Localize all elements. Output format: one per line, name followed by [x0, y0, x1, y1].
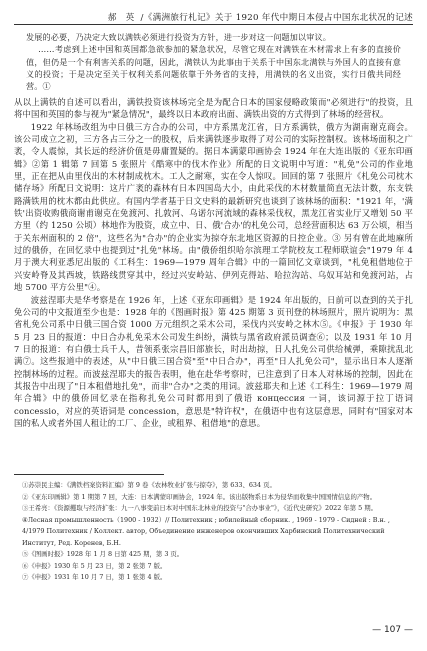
footnote-4: ④Лесная промышленность（1900 - 1932）// Политехник ; юбилейный сборник. , 1969 - 1979 - Сидней : В.н. , 4/1979 Политехник / Коллект. автор, Объединение инженеров окончивших Харбинский Политехнический Институт, Ред. Коренев, Б.Н.	[22, 515, 390, 547]
footnote-7: ⑦《申报》1931 年 10 月 7 日，第 1 张第 4 版。	[22, 573, 167, 581]
block-quote	[26, 31, 401, 92]
body-paragraph-2: 1922 年林场改组为中日俄三方合办的公司，中方系黑龙江省，日方系满铁，俄方为湖南谢克商会。该公司成立之初，三方各占三分之一的股权，后来满铁逐步取得了对公司的实际控制权。该林场面积之广袤，令人震惊，其长远的经济价值是毋庸置疑的。据日本满蒙印画协会 1924 年在大连出版的《亚东印画辑》②第 1 辑第 7 回第 5 张照片《酷寒中的伐木作业》所配的日文说明中写道："札免"公司的作业地里，正在把从由里伐出的木材制成枕木。工人之耐寒，实在令人惊叹。回回的第 7 张照片《札免公司枕木储存场》所配日文说明：这片广袤的森林有日本四国岛大小，由此采伐的木材数量简直无法计数，东支铁路满铁用的枕木都由此供应。有国内学者基于日文史料的最新研究也谈到了该林场的面积："1921 年，'满铁'出资收购俄商谢甫谢克在免渡河、扎敦河、乌诺尔河流域的森林采伐权，黑龙江省实业厅又增划 50 平方里（约 1250 公顷）林地作为股资，成立中、日、俄'合办'的札免公司，总经营面积达 63 万公顷，相当于关东州面积的 2 倍"，这些名为"合办"的企业实为掠夺东北地区资源的日控企业。③ 另有曾在此地麻所过的俄侨，在回忆录中也提到过"扎免"林场。由"俄侨组织哈尔滨理工学院校友工程师联谊会"1979 年 4 月于澳大利亚悉尼出版的《工科生：1969—1979 周年合辑》中的一篇回忆文章谈到，"札免租借地位于兴安岭脊及其西坡，铁路线贯穿其中，经过兴安岭站、伊列克得站、哈拉沟站、乌奴耳站和免渡河站，占地 5700 平方公里"④。	[14, 121, 413, 293]
footnote-5: ⑤《图画时报》1928 年 1 月 8 日第 425 期，第 3 页。	[22, 550, 184, 558]
header-rule	[14, 24, 413, 25]
header-author: 郝 英	[107, 13, 135, 23]
header-title: /《满洲旅行札记》关于 1920 年代中期日本侵占中国东北状况的记述	[140, 13, 413, 23]
footnote-6: ⑥《申报》1930 年 5 月 23 日，第 2 张第 7 版。	[22, 561, 167, 570]
body-paragraph-3: 波兹涅耶夫是华考察是在 1926 年，上述《亚东印画辑》是 1924 年出版的，日前可以查到的关于扎免公司的中文报道至少也是：1928 年的《图画时报》第 425 期第 3 页刊登的林场照片，照片说明为：黑省札免公司系中日俄三国合资 1000 万元组织之采木公司，采伐内兴安岭之林木⑤。《申报》于 1930 年 5 月 23 日的报道：中日合办札免采木公司发生纠纷，满铁与黑省政府派员调查⑥；以及 1931 年 10 月 7 日的报道：有白俄士兵千人，昔领系张宗昌旧部旅长，时出劫掠，日人扎免公司供给械弹，乘隙扰乱北满⑦。这些报道中的表述，从"中日俄三国合资"至"中日合办"，再至"日人扎免公司"，显示出日本人逐渐控制林场的过程。而波兹涅耶夫的报告表明，他在赴华考察时，已注意到了日本人对林场的控制，因此在其报告中出现了"日本租借地扎免"，而非"合办"之类的用词。波兹耶夫和上述《工科生：1969—1979 周年合辑》中的俄侨回忆录在指称扎免公司时都用到了俄语 концессия 一词，该词源于拉丁语词 concessio，对应的英语词是 concession，意思是"特许权"，在俄语中也有这层意思，同时有"国家对本国的私人或者外国人租让的工厂、企业，或租界、租借地"的意思。	[14, 294, 413, 428]
body-text	[14, 96, 413, 429]
footnote-3: ③王希亮：《资源攫取与经济扩张：九一八事变前日本对中国东北林业的投资与"合办事业"》，《近代史研究》2022 年第 5 期。	[22, 504, 378, 512]
footnote-2: ②《亚东印画辑》第 1 期第 7 回，大连：日本满蒙印画协会，1924 年。该出版物系日本为侵华而收集中国国情信息的产物。	[22, 492, 377, 501]
footnotes	[22, 480, 405, 584]
page-number: — 107 —	[372, 625, 413, 635]
quote-paragraph-2: ……考虑到上述中国和英国都急欲参加的紧急状况，尽管它现在对满铁在木材需求上有多的直接价值，但仍是一个有利害关系的问题，因此，满铁认为此事由于关系于中国东北满铁与外国人的直接有意义的投资；于是决定至关于权利关系问题依靠于外务省的支持，用满铁的名义出资，实行日俄共同经营。①	[26, 44, 401, 92]
body-paragraph-1: 从以上满铁的自述可以看出，满铁投资该林场完全是为配合日本的国家侵略政策而"必须进行"的投资，且将中国和英国的参与视为"紧急情况"，最终以日本政府出面、满铁出资的方式得到了林场的经营权。	[14, 97, 413, 120]
footnote-1: ①苏崇民主编：《满铁档案资料汇编》第 9 卷《农林牧业扩张与掠夺》，第 633、634 页。	[22, 481, 276, 489]
quote-line-1: 发展的必要，乃决定大致以满铁必须进行投资为方针，进一步对这一问题加以审议。	[26, 32, 332, 42]
running-header	[20, 11, 413, 23]
footnote-rule	[14, 474, 164, 475]
